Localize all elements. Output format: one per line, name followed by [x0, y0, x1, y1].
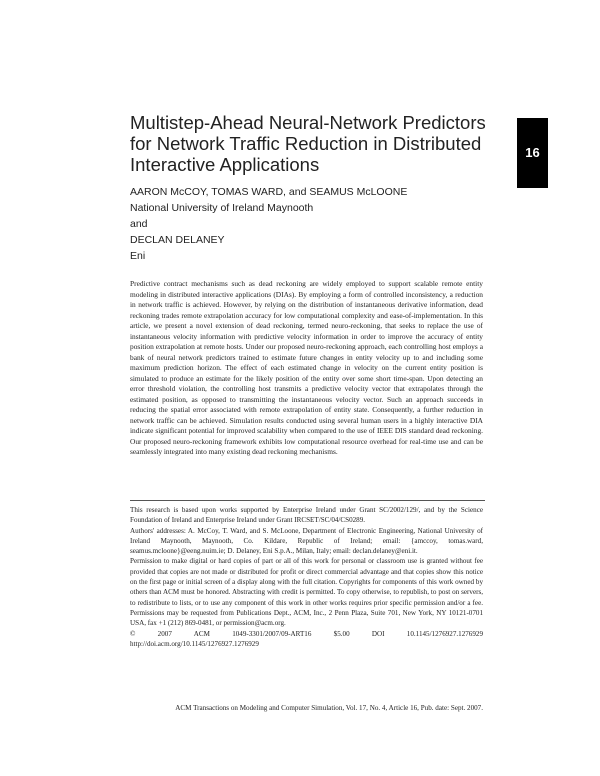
- permission-notice: Permission to make digital or hard copies of part or all of this work for personal or classroom use is granted without fee provided that copies are not made or distributed for profit or direct commercial advantage and that copies show this notice on the first page or initial screen of a display along with the full citation. Copyrights for components of this work owned by others than ACM must be honored. Abstracting with credit is permitted. To copy otherwise, to republish, to post on servers, to redistribute to lists, or to use any component of this work in other works requires prior specific permission and/or a fee. Permissions may be requested from Publications Dept., ACM, Inc., 2 Penn Plaza, Suite 701, New York, NY 10121-0701 USA, fax +1 (212) 869-0481, or permission@acm.org.: [130, 557, 483, 628]
- author-affiliation-1: National University of Ireland Maynooth: [130, 202, 314, 214]
- footnote-divider: [130, 500, 485, 501]
- author-block: [130, 184, 407, 264]
- title-line-2: for Network Traffic Reduction in Distributed: [130, 133, 482, 154]
- author-affiliation-2: Eni: [130, 250, 146, 262]
- author-names-2: DECLAN DELANEY: [130, 234, 225, 246]
- copyright-line: © 2007 ACM 1049-3301/2007/09-ART16 $5.00 DOI 10.1145/1276927.1276929 http://doi.acm.org/10.1145/1276927.1276929: [130, 629, 483, 648]
- journal-footer: ACM Transactions on Modeling and Computer Simulation, Vol. 17, No. 4, Article 16, Pub. date: Sept. 2007.: [175, 704, 483, 712]
- funding-note: This research is based upon works supported by Enterprise Ireland under Grant SC/2002/129/, and by the Science Foundation of Ireland and Enterprise Ireland under Grant IRCSET/SC/04/CS0289.: [130, 506, 483, 525]
- paper-title: [130, 112, 500, 175]
- title-line-3: Interactive Applications: [130, 154, 320, 175]
- article-number-badge: 16: [517, 118, 548, 188]
- author-names-1: AARON McCOY, TOMAS WARD, and SEAMUS McLOONE: [130, 186, 408, 198]
- abstract: Predictive contract mechanisms such as dead reckoning are widely employed to support scalable remote entity modeling in distributed interactive applications (DIAs). By employing a form of controlled inconsistency, a reduction in network traffic is achieved. However, by relying on the distribution of instantaneous derivative information, dead reckoning trades remote extrapolation accuracy for low computational complexity and ease-of-implementation. In this article, we present a novel extension of dead reckoning, termed neuro-reckoning, that seeks to replace the use of instantaneous velocity information with predictive velocity information in order to improve the accuracy of entity position extrapolation at remote hosts. Under our proposed neuro-reckoning approach, each controlling host employs a bank of neural network predictors trained to estimate future changes in entity velocity up to and including some maximum prediction horizon. The effect of each estimated change in velocity on the current entity position is simulated to produce an estimate for the likely position of the entity over some short time-span. Upon detecting an error threshold violation, the controlling host transmits a predictive velocity vector that extrapolates through the estimated position, as opposed to transmitting the instantaneous velocity vector. Such an approach succeeds in reducing the spatial error associated with remote extrapolation of entity state. Consequently, a further reduction in network traffic can be achieved. Simulation results conducted using several human users in a highly interactive DIA indicate significant potential for improved scalability when compared to the use of IEEE DIS standard dead reckoning. Our proposed neuro-reckoning framework exhibits low computational resource overhead for real-time use and can be seamlessly integrated into many existing dead reckoning mechanisms.: [130, 279, 483, 456]
- footnotes: [130, 505, 483, 649]
- author-addresses: Authors' addresses: A. McCoy, T. Ward, and S. McLoone, Department of Electronic Engineering, National University of Ireland Maynooth, Maynooth, Co. Kildare, Republic of Ireland; email: {amccoy, tomas.ward, seamus.mcloone}@eeng.nuim.ie; D. Delaney, Eni S.p.A., Milan, Italy; email: declan.delaney@eni.it.: [130, 526, 483, 556]
- title-line-1: Multistep-Ahead Neural-Network Predictors: [130, 112, 486, 133]
- author-conjunction: and: [130, 218, 148, 230]
